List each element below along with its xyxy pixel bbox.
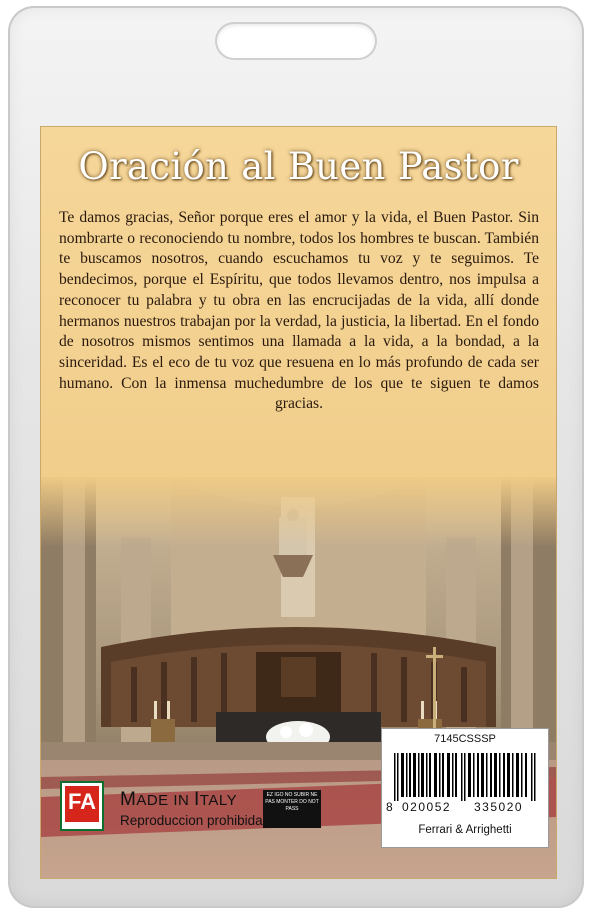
manufacturer-name: Ferrari & Arrighetti: [418, 824, 512, 836]
made-in-italy-part: ADE IN: [136, 792, 195, 809]
made-in-italy-part: TALY: [199, 792, 238, 809]
barcode-digit-group: 335020: [474, 800, 524, 814]
photo-fade: [41, 477, 556, 547]
reproduction-notice: Reproduccion prohibida: [120, 813, 263, 828]
prayer-text: Te damos gracias, Señor porque eres el amor y la vida, el Buen Pastor. Sin nombrarte o reconociendo tu nombre, todos los hombres te buscan. También te buscamos nosotros, cuando escuchamos tu voz y te seguimos. Te bendecimos, porque el Espíritu, que todos llevamos dentro, nos impulsa a reconocer tu palabra y tu obra en las encrucijadas de la vida, allí donde hermanos nuestros trabajan por la verdad, la justicia, la libertad. En el fondo de nosotros mismos sentimos una llamada a la vida, a la bondad, a la sinceridad. Es el eco de tu voz que resuena en lo más profundo de cada ser humano. Con la inmensa muchedumbre de los que te siguen te damos gracias.: [59, 209, 539, 413]
hang-hole: [215, 22, 377, 60]
barcode-digit-group: 020052: [402, 800, 452, 814]
made-in-italy-part: I: [194, 789, 200, 810]
prayer-card: [41, 127, 556, 878]
made-in-italy-part: M: [120, 789, 137, 810]
barcode-bars: [394, 753, 536, 801]
logo-letters: FA: [67, 789, 97, 814]
product-code: 7145CSSSP: [434, 733, 496, 745]
barcode-digit-group: 8: [386, 800, 393, 814]
do-not-pass-sticker: EZ IGO NO SUBIR NE PAS MONTER DO NOT PASS: [263, 790, 321, 828]
barcode-label: [381, 728, 549, 848]
ferrari-arrighetti-logo: [60, 781, 104, 831]
card-title: Oración al Buen Pastor: [78, 145, 519, 188]
made-in-italy-label: [120, 789, 237, 811]
